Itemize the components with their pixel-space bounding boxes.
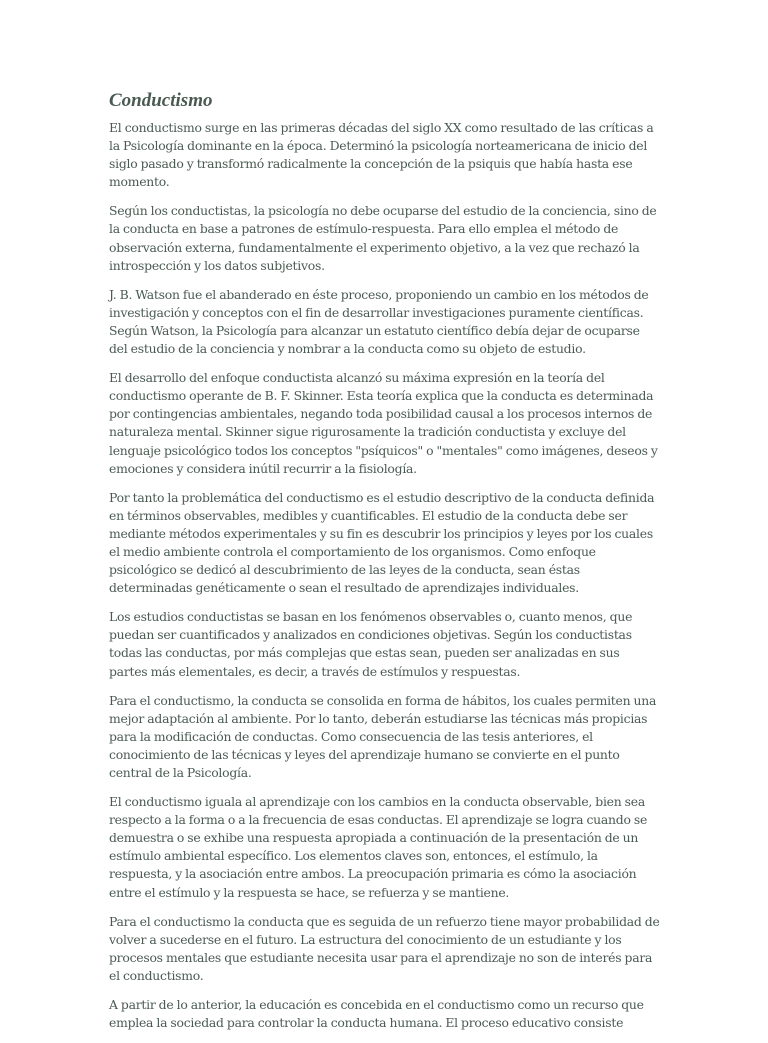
paragraph-7: Para el conductismo, la conducta se consolida en forma de hábitos, los cuales permiten una mejor adaptación al ambiente. Por lo tanto, deberán estudiarse las técnicas más propicias para la modificación de conductas. Como consecuencia de las tesis anteriores, el conocimiento de las técnicas y leyes del aprendizaje humano se convierte en el punto central de la Psicología. [109, 692, 657, 780]
paragraph-9: Para el conductismo la conducta que es seguida de un refuerzo tiene mayor probabilidad de volver a sucederse en el futuro. La estructura del conocimiento de un estudiante y los procesos mentales que estudiante necesita usar para el aprendizaje no son de interés para el conductismo. [109, 913, 660, 983]
paragraph-8: El conductismo iguala al aprendizaje con los cambios en la conducta observable, bien sea respecto a la forma o a la frecuencia de esas conductas. El aprendizaje se logra cuando se demuestra o se exhibe una respuesta apropiada a continuación de la presentación de un estímulo ambiental específico. Los elementos claves son, entonces, el estímulo, la respuesta, y la asociación entre ambos. La preocupación primaria es cómo la asociación entre el estímulo y la respuesta se hace, se refuerza y se mantiene. [109, 794, 648, 900]
paragraph-4: El desarrollo del enfoque conductista alcanzó su máxima expresión en la teoría del conductismo operante de B. F. Skinner. Esta teoría explica que la conducta es determinada por contingencias ambientales, negando toda posibilidad causal a los procesos internos de naturaleza mental. Skinner sigue rigurosamente la tradición conductista y excluye del lenguaje psicológico todos los conceptos "psíquicos" o "mentales" como imágenes, deseos y emociones y considera inútil recurrir a la fisiología. [109, 370, 658, 476]
paragraph-10: A partir de lo anterior, la educación es concebida en el conductismo como un recurso que emplea la sociedad para controlar la conducta humana. El proceso educativo consiste [109, 997, 644, 1031]
paragraph-3: J. B. Watson fue el abanderado en éste proceso, proponiendo un cambio en los métodos de investigación y conceptos con el fin de desarrollar investigaciones puramente científicas. Según Watson, la Psicología para alcanzar un estatuto científico debía dejar de ocuparse del estudio de la conciencia y nombrar a la conducta como su objeto de estudio. [109, 286, 649, 357]
paragraph-6: Los estudios conductistas se basan en los fenómenos observables o, cuanto menos, que puedan ser cuantificados y analizados en condiciones objetivas. Según los conductistas todas las conductas, por más complejas que estas sean, pueden ser analizadas en sus partes más elementales, es decir, a través de estímulos y respuestas. [109, 609, 633, 679]
paragraph-1: El conductismo surge en las primeras décadas del siglo XX como resultado de las críticas a la Psicología dominante en la época. Determinó la psicología norteamericana de inicio del siglo pasado y transformó radicalmente la concepción de la psiquis que había hasta ese momento. [109, 120, 654, 190]
paragraph-2: Según los conductistas, la psicología no debe ocuparse del estudio de la conciencia, sino de la conducta en base a patrones de estímulo-respuesta. Para ello emplea el método de observación externa, fundamentalmente el experimento objetivo, a la vez que rechazó la introspección y los datos subjetivos. [109, 203, 657, 273]
document-title: Conductismo [109, 90, 213, 111]
document-page [109, 88, 661, 1043]
paragraph-5: Por tanto la problemática del conductismo es el estudio descriptivo de la conducta definida en términos observables, medibles y cuantificables. El estudio de la conducta debe ser mediante métodos experimentales y su fin es descubrir los principios y leyes por los cuales el medio ambiente controla el comportamiento de los organismos. Como enfoque psicológico se dedicó al descubrimiento de las leyes de la conducta, sean éstas determinadas genéticamente o sean el resultado de aprendizajes individuales. [109, 489, 655, 596]
